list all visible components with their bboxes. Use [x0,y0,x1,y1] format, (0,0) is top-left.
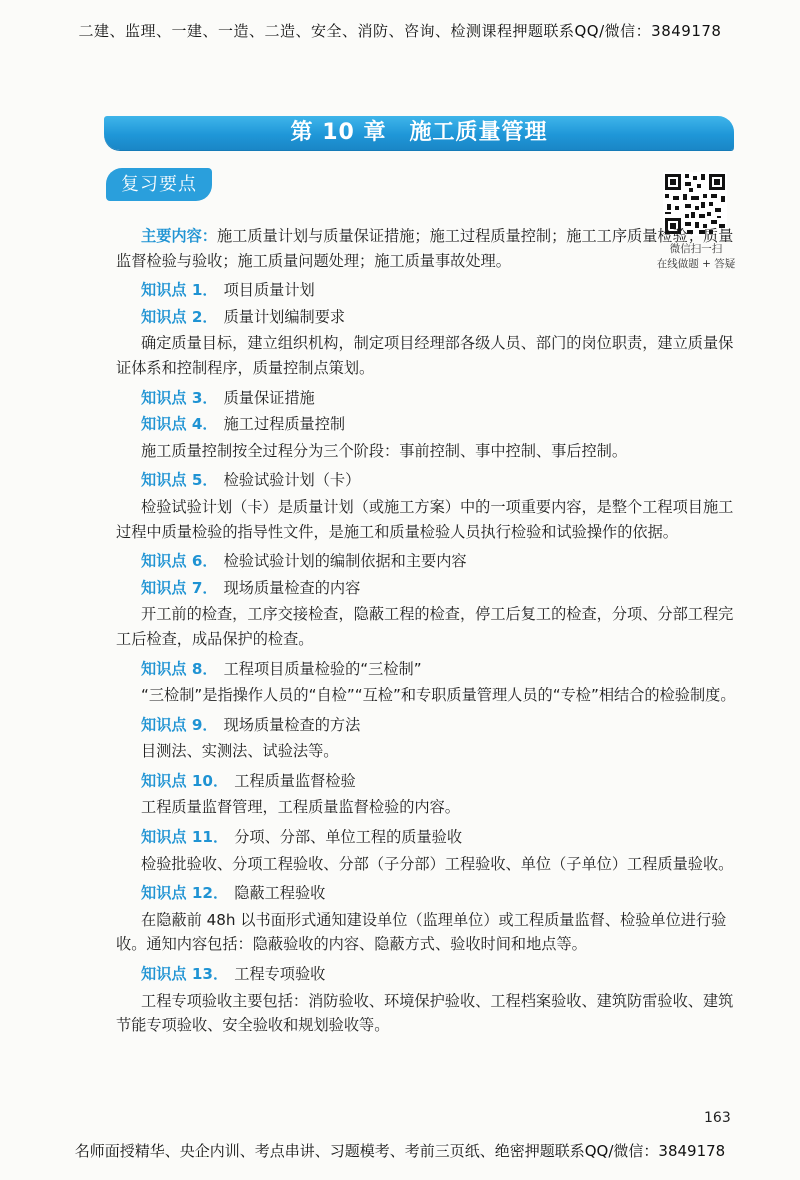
knowledge-point-label: 知识点 12． [141,884,229,903]
knowledge-point-title: 现场质量检查的方法 [223,715,361,734]
knowledge-point-description: 目测法、实测法、试验法等。 [141,742,339,761]
knowledge-point-label: 知识点 6． [141,552,218,571]
knowledge-point-title: 工程质量监督检验 [234,771,356,790]
knowledge-point-heading [116,769,740,794]
top-banner: 二建、监理、一建、一造、二造、安全、消防、咨询、检测课程押题联系QQ/微信：3849178 [78,22,722,40]
knowledge-point-heading [116,713,740,738]
knowledge-point-12 [116,881,740,957]
knowledge-point-heading [116,386,740,411]
knowledge-point-title: 施工过程质量控制 [223,415,346,434]
knowledge-point-label: 知识点 1． [141,281,218,300]
knowledge-point-title: 工程专项验收 [234,965,326,984]
review-content [116,224,740,1043]
knowledge-point-title: 工程项目质量检验的“三检制” [223,659,422,678]
knowledge-point-label: 知识点 3． [141,388,218,407]
knowledge-point-label: 知识点 13． [141,965,229,984]
knowledge-point-label: 知识点 8． [141,659,218,678]
knowledge-point-label: 知识点 2． [141,307,218,326]
knowledge-point-heading [116,881,740,906]
main-content-paragraph [116,224,740,273]
knowledge-point-title: 质量保证措施 [223,388,315,407]
knowledge-point-title: 检验试验计划（卡） [223,471,361,490]
knowledge-point-description: “三检制”是指操作人员的“自检”“互检”和专职质量管理人员的“专检”相结合的检验制度。 [141,686,736,705]
chapter-title-bar [104,116,734,150]
knowledge-point-list [116,278,740,1038]
knowledge-point-7 [116,576,740,652]
knowledge-point-13 [116,962,740,1038]
knowledge-point-11 [116,825,740,876]
knowledge-point-4 [116,412,740,463]
knowledge-point-description: 在隐蔽前 48h 以书面形式通知建设单位（监理单位）或工程质量监督、检验单位进行验收。通知内容包括：隐蔽验收的内容、隐蔽方式、验收时间和地点等。 [116,910,727,954]
knowledge-point-5 [116,468,740,544]
knowledge-point-description: 施工质量控制按全过程分为三个阶段：事前控制、事中控制、事后控制。 [141,441,627,460]
chapter-title: 第 10 章 施工质量管理 [290,120,548,145]
knowledge-point-label: 知识点 10． [141,771,229,790]
knowledge-point-title: 项目质量计划 [223,281,315,300]
knowledge-point-10 [116,769,740,820]
knowledge-point-description: 工程质量监督管理，工程质量监督检验的内容。 [141,798,460,817]
bottom-banner: 名师面授精华、央企内训、考点串讲、习题模考、考前三页纸、绝密押题联系QQ/微信：3849178 [74,1142,726,1160]
knowledge-point-label: 知识点 11． [141,828,229,847]
knowledge-point-6 [116,549,740,574]
qr-caption-line-1: 微信扫一扫 [669,243,723,255]
knowledge-point-2 [116,305,740,381]
qr-caption-line-2: 在线做题 + 答疑 [656,258,736,270]
knowledge-point-heading [116,468,740,493]
knowledge-point-title: 现场质量检查的内容 [223,578,361,597]
main-content-label: 主要内容： [141,227,217,245]
knowledge-point-title: 隐蔽工程验收 [234,884,326,903]
knowledge-point-heading [116,412,740,437]
knowledge-point-description: 确定质量目标，建立组织机构，制定项目经理部各级人员、部门的岗位职责，建立质量保证体系和控制程序，质量控制点策划。 [116,334,734,377]
knowledge-point-9 [116,713,740,764]
knowledge-point-title: 分项、分部、单位工程的质量验收 [234,828,462,847]
knowledge-point-description: 检验批验收、分项工程验收、分部（子分部）工程验收、单位（子单位）工程质量验收。 [141,854,734,873]
knowledge-point-label: 知识点 4． [141,415,218,434]
knowledge-point-description: 工程专项验收主要包括：消防验收、环境保护验收、工程档案验收、建筑防雷验收、建筑节能专项验收、安全验收和规划验收等。 [116,991,734,1035]
knowledge-point-heading [116,278,740,303]
knowledge-point-heading [116,962,740,987]
knowledge-point-label: 知识点 7． [141,578,218,597]
knowledge-point-1 [116,278,740,303]
review-points-tag: 复习要点 [106,168,212,201]
page-number: 163 [704,1110,731,1126]
knowledge-point-description: 检验试验计划（卡）是质量计划（或施工方案）中的一项重要内容，是整个工程项目施工过程中质量检验的指导性文件，是施工和质量检验人员执行检验和试验操作的依据。 [116,497,734,541]
knowledge-point-heading [116,576,740,601]
knowledge-point-label: 知识点 5． [141,471,218,490]
knowledge-point-title: 检验试验计划的编制依据和主要内容 [223,552,467,571]
knowledge-point-8 [116,657,740,708]
knowledge-point-description: 开工前的检查，工序交接检查，隐蔽工程的检查，停工后复工的检查，分项、分部工程完工后检查，成品保护的检查。 [116,605,734,648]
knowledge-point-heading [116,549,740,574]
main-content-text: 施工质量计划与质量保证措施；施工过程质量控制；施工工序质量检验；质量监督检验与验收；施工质量问题处理；施工质量事故处理。 [116,227,734,270]
knowledge-point-title: 质量计划编制要求 [223,307,346,326]
knowledge-point-heading [116,825,740,850]
knowledge-point-3 [116,386,740,411]
knowledge-point-heading [116,305,740,330]
knowledge-point-label: 知识点 9． [141,715,218,734]
knowledge-point-heading [116,657,740,682]
